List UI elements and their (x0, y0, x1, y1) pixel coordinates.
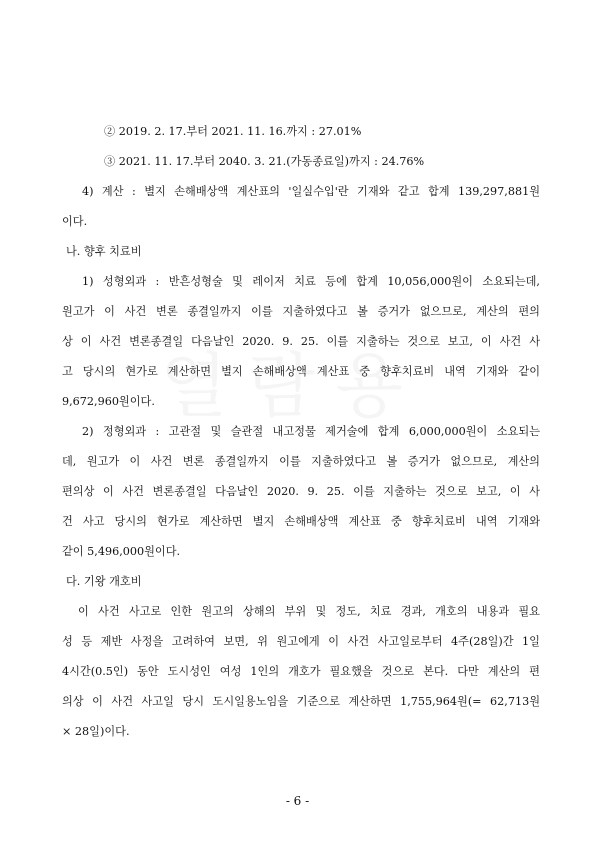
text-line: 4) 계산 : 별지 손해배상액 계산표의 '일실수입'란 기재와 같고 합계 139,297,881원 (82, 185, 540, 198)
text-line: 4시간(0.5인) 동안 도시성인 여성 1인의 개호가 필요했을 것으로 본다. 다만 계산의 편 (62, 665, 540, 678)
text-line: 이다. (62, 215, 88, 228)
text-line: 원고가 이 사건 변론 종결일까지 이를 지출하였다고 볼 증거가 없으므로, 계산의 편의 (62, 305, 540, 318)
text-line: 1) 성형외과 : 반흔성형술 및 레이저 치료 등에 합계 10,056,000원이 소요되는데, (82, 275, 540, 288)
text-line: 의상 이 사건 사고일 당시 도시일용노임을 기준으로 계산하면 1,755,964원(= 62,713원 (62, 695, 540, 708)
text-line: 편의상 이 사건 변론종결일 다음날인 2020. 9. 25. 이를 지출하는 것으로 보고, 이 사 (62, 485, 540, 498)
text-line: 이 사건 사고로 인한 원고의 상해의 부위 및 정도, 치료 경과, 개호의 내용과 필요 (78, 605, 540, 618)
text-line: 성 등 제반 사정을 고려하여 보면, 위 원고에게 이 사건 사고일로부터 4주(28일)간 1일 (62, 635, 540, 648)
section-heading: 다. 기왕 개호비 (66, 575, 142, 588)
text-line: 9,672,960원이다. (62, 395, 155, 408)
text-line: ③ 2021. 11. 17.부터 2040. 3. 21.(가동종료일)까지 : 24.76% (104, 155, 425, 168)
page-number: - 6 - (285, 794, 310, 808)
text-line: 건 사고 당시의 현가로 계산하면 별지 손해배상액 계산표 중 향후치료비 내역 기재와 (62, 515, 540, 528)
text-line: 데, 원고가 이 사건 변론 종결일까지 이를 지출하였다고 볼 증거가 없으므로, 계산의 (62, 455, 540, 468)
text-line: 상 이 사건 변론종결일 다음날인 2020. 9. 25. 이를 지출하는 것으로 보고, 이 사건 사 (62, 335, 540, 348)
section-heading: 나. 향후 치료비 (66, 245, 142, 258)
text-line: 2) 정형외과 : 고관절 및 슬관절 내고정물 제거술에 합계 6,000,000원이 소요되는 (82, 425, 540, 438)
text-line: × 28일)이다. (62, 725, 130, 738)
text-line: 고 당시의 현가로 계산하면 별지 손해배상액 계산표 중 향후치료비 내역 기재와 같이 (62, 365, 540, 378)
text-line: 같이 5,496,000원이다. (62, 545, 181, 558)
text-line: ② 2019. 2. 17.부터 2021. 11. 16.까지 : 27.01% (104, 125, 362, 138)
